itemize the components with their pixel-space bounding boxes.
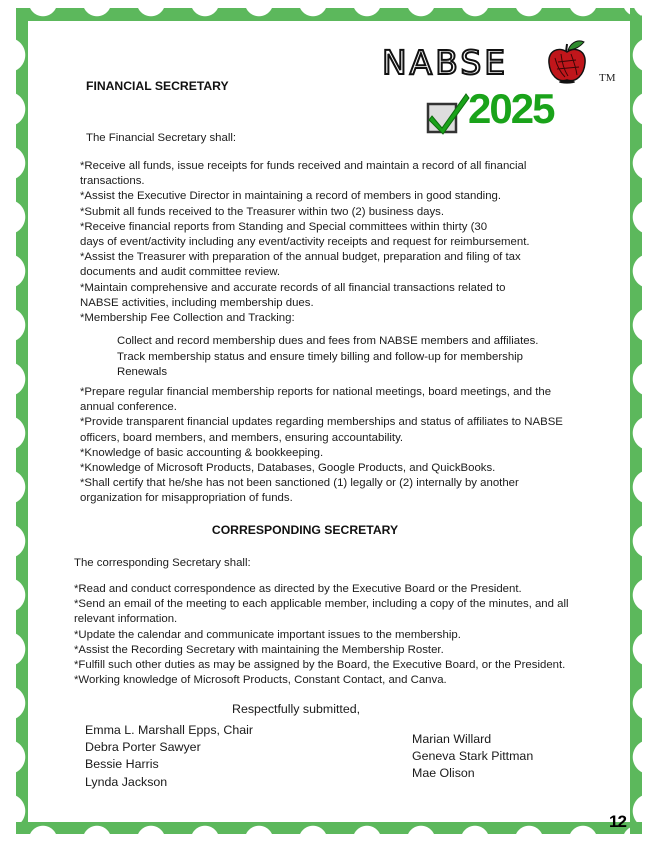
duty-line: annual conference. [80, 401, 177, 414]
scalloped-border-right [630, 8, 642, 834]
scalloped-border-top [16, 8, 642, 21]
signatory-name: Marian Willard [412, 732, 492, 746]
corresponding-secretary-duties [74, 582, 569, 688]
financial-secretary-duties [80, 159, 530, 326]
year-2025: 2025 [468, 85, 554, 132]
signatory-name: Lynda Jackson [85, 774, 168, 789]
scalloped-border-left [16, 8, 28, 834]
duty-line: *Send an email of the meeting to each applicable member, including a copy of the minutes, and all [74, 598, 569, 611]
corresponding-secretary-intro: The corresponding Secretary shall: [74, 557, 251, 569]
checkbox-check-icon [424, 88, 472, 136]
financial-secretary-more-duties [80, 385, 563, 507]
page-number: 12 [609, 812, 626, 831]
duty-line: *Read and conduct correspondence as directed by the Executive Board or the President. [74, 583, 522, 595]
duty-line: *Knowledge of Microsoft Products, Databases, Google Products, and QuickBooks. [80, 462, 496, 475]
duty-line: *Shall certify that he/she has not been sanctioned (1) legally or (2) internally by another [80, 477, 519, 490]
duty-line: NABSE activities, including membership dues. [80, 296, 314, 309]
corresponding-secretary-heading: CORRESPONDING SECRETARY [211, 523, 399, 537]
signatory-name: Bessie Harris [85, 757, 159, 772]
duty-line: officers, board members, and members, ensuring accountability. [80, 431, 404, 444]
membership-fee-sub-duties [117, 334, 538, 381]
corresponding-secretary-heading-row [0, 523, 650, 537]
scalloped-border-bottom [16, 822, 642, 834]
signatories-right [412, 731, 533, 783]
duty-line: *Membership Fee Collection and Tracking: [80, 312, 295, 325]
duty-line: relevant information. [74, 613, 178, 626]
apple-icon [546, 38, 588, 84]
duty-line: *Knowledge of basic accounting & bookkeeping. [80, 446, 324, 459]
duty-line: *Receive all funds, issue receipts for funds received and maintain a record of all financial [80, 160, 527, 172]
duty-line: *Working knowledge of Microsoft Products, Constant Contact, and Canva. [74, 674, 447, 687]
sub-duty-line: Track membership status and ensure timely billing and follow-up for membership [117, 350, 524, 363]
duty-line: days of event/activity including any event/activity receipts and request for reimbursement. [80, 236, 530, 249]
duty-line: *Submit all funds received to the Treasurer within two (2) business days. [80, 205, 445, 218]
duty-line: *Update the calendar and communicate important issues to the membership. [74, 628, 461, 641]
duty-line: *Assist the Recording Secretary with maintaining the Membership Roster. [74, 643, 444, 656]
signatory-name: Emma L. Marshall Epps, Chair [85, 723, 254, 737]
financial-secretary-intro: The Financial Secretary shall: [86, 132, 237, 144]
sub-duty-line: Collect and record membership dues and fees from NABSE members and affiliates. [117, 335, 539, 347]
signatory-name: Geneva Stark Pittman [412, 749, 534, 764]
signatory-name: Mae Olison [412, 766, 475, 781]
closing-respectfully-submitted: Respectfully submitted, [232, 702, 361, 716]
duty-line: *Provide transparent financial updates regarding memberships and status of affiliates to NABSE [80, 416, 563, 429]
duty-line: *Maintain comprehensive and accurate records of all financial transactions related to [80, 281, 506, 294]
financial-secretary-heading: FINANCIAL SECRETARY [86, 79, 229, 93]
nabse-2025-logo [380, 38, 630, 138]
trademark-symbol: TM [599, 72, 616, 84]
duty-line: transactions. [80, 175, 145, 188]
duty-line: *Prepare regular financial membership reports for national meetings, board meetings, and the [80, 386, 552, 398]
sub-duty-line: Renewals [117, 366, 168, 379]
duty-line: organization for misappropriation of funds. [80, 492, 293, 505]
duty-line: *Receive financial reports from Standing and Special committees within thirty (30 [80, 220, 488, 233]
duty-line: *Assist the Executive Director in maintaining a record of members in good standing. [80, 190, 502, 203]
duty-line: documents and audit committee review. [80, 266, 281, 279]
nabse-wordmark: NABSE [382, 43, 509, 82]
duty-line: *Fulfill such other duties as may be assigned by the Board, the Executive Board, or the President. [74, 659, 566, 672]
signatories-left [85, 722, 253, 791]
duty-line: *Assist the Treasurer with preparation of the annual budget, preparation and filing of tax [80, 251, 521, 264]
signatory-name: Debra Porter Sawyer [85, 740, 201, 755]
